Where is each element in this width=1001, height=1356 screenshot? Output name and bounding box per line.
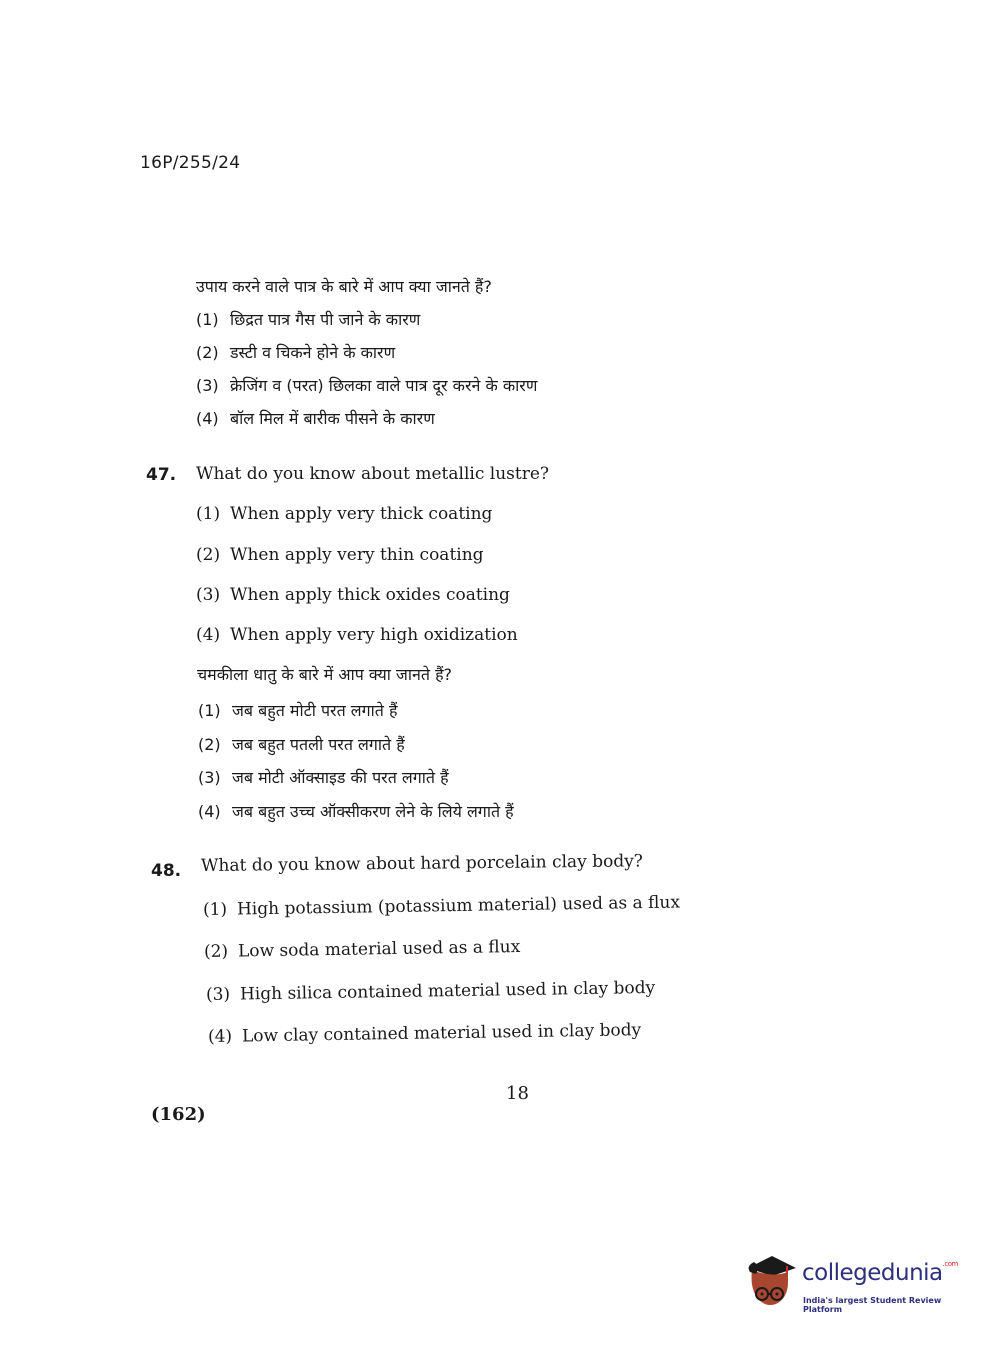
q48-text: What do you know about hard porcelain clay body?: [200, 851, 643, 876]
brand-suffix: .com: [942, 1260, 958, 1268]
option-number: (2): [203, 941, 229, 962]
option-number: (3): [205, 984, 231, 1005]
prev-hindi-option-4: [196, 407, 435, 429]
q48-option-3: [206, 978, 655, 1005]
prev-hindi-option-3: [196, 374, 537, 396]
footer-code: (162): [151, 1104, 206, 1125]
option-text: डस्टी व चिकने होने के कारण: [230, 343, 396, 362]
option-number: (4): [207, 1026, 233, 1047]
option-text: Low clay contained material used in clay body: [241, 1020, 642, 1047]
option-text: जब बहुत पतली परत लगाते हैं: [232, 735, 405, 754]
option-number: (2): [198, 735, 221, 754]
option-number: (2): [196, 343, 219, 362]
q47-option-1: [196, 504, 492, 524]
option-text: Low soda material used as a flux: [237, 937, 521, 962]
option-number: (4): [196, 625, 221, 645]
option-text: High silica contained material used in clay body: [239, 977, 656, 1005]
mascot-icon: [742, 1252, 800, 1312]
option-number: (2): [196, 545, 221, 565]
collegedunia-logo: [742, 1252, 972, 1314]
option-number: (1): [196, 504, 221, 524]
q47-option-3: [196, 585, 510, 605]
prev-question-hindi-text: उपाय करने वाले पात्र के बारे में आप क्या जानते हैं?: [196, 277, 492, 296]
option-number: (4): [196, 409, 219, 428]
option-text: When apply thick oxides coating: [230, 585, 510, 605]
brand-text: collegedunia: [802, 1260, 943, 1286]
paper-code: 16P/255/24: [140, 153, 241, 173]
option-number: (4): [198, 802, 221, 821]
q47-number: 47.: [146, 465, 177, 485]
q47-hindi-option-4: [198, 800, 514, 822]
q47-option-4: [196, 625, 518, 645]
prev-hindi-option-1: [196, 308, 420, 330]
q47-text: What do you know about metallic lustre?: [196, 464, 550, 484]
option-number: (1): [196, 310, 219, 329]
option-text: जब मोटी ऑक्साइड की परत लगाते हैं: [232, 768, 449, 787]
option-text: When apply very thin coating: [230, 545, 484, 565]
option-number: (1): [198, 701, 221, 720]
q47-hindi-option-2: [198, 733, 405, 755]
option-number: (1): [202, 899, 228, 920]
q47-hindi-text: चमकीला धातु के बारे में आप क्या जानते हैं?: [197, 665, 453, 684]
option-number: (3): [198, 768, 221, 787]
option-text: High potassium (potassium material) used as a flux: [236, 892, 681, 920]
q48-option-1: [203, 893, 680, 920]
prev-hindi-option-2: [196, 341, 395, 363]
page-number: 18: [506, 1083, 529, 1104]
brand-tagline: India's largest Student Review Platform: [803, 1296, 942, 1314]
option-text: बॉल मिल में बारीक पीसने के कारण: [230, 409, 435, 428]
option-text: छिद्रत पात्र गैस पी जाने के कारण: [230, 310, 421, 329]
q48-option-2: [204, 937, 521, 962]
q48-option-4: [208, 1020, 641, 1047]
q47-hindi-option-1: [198, 699, 397, 721]
option-text: जब बहुत मोटी परत लगाते हैं: [232, 701, 398, 720]
option-text: जब बहुत उच्च ऑक्सीकरण लेने के लिये लगाते हैं: [232, 802, 514, 821]
option-number: (3): [196, 585, 221, 605]
option-number: (3): [196, 376, 219, 395]
option-text: When apply very high oxidization: [230, 625, 518, 645]
brand-name: [802, 1260, 958, 1286]
q47-option-2: [196, 545, 484, 565]
option-text: क्रेजिंग व (परत) छिलका वाले पात्र दूर करने के कारण: [230, 376, 538, 395]
q48-number: 48.: [151, 861, 182, 881]
option-text: When apply very thick coating: [230, 504, 493, 524]
q47-hindi-option-3: [198, 766, 449, 788]
